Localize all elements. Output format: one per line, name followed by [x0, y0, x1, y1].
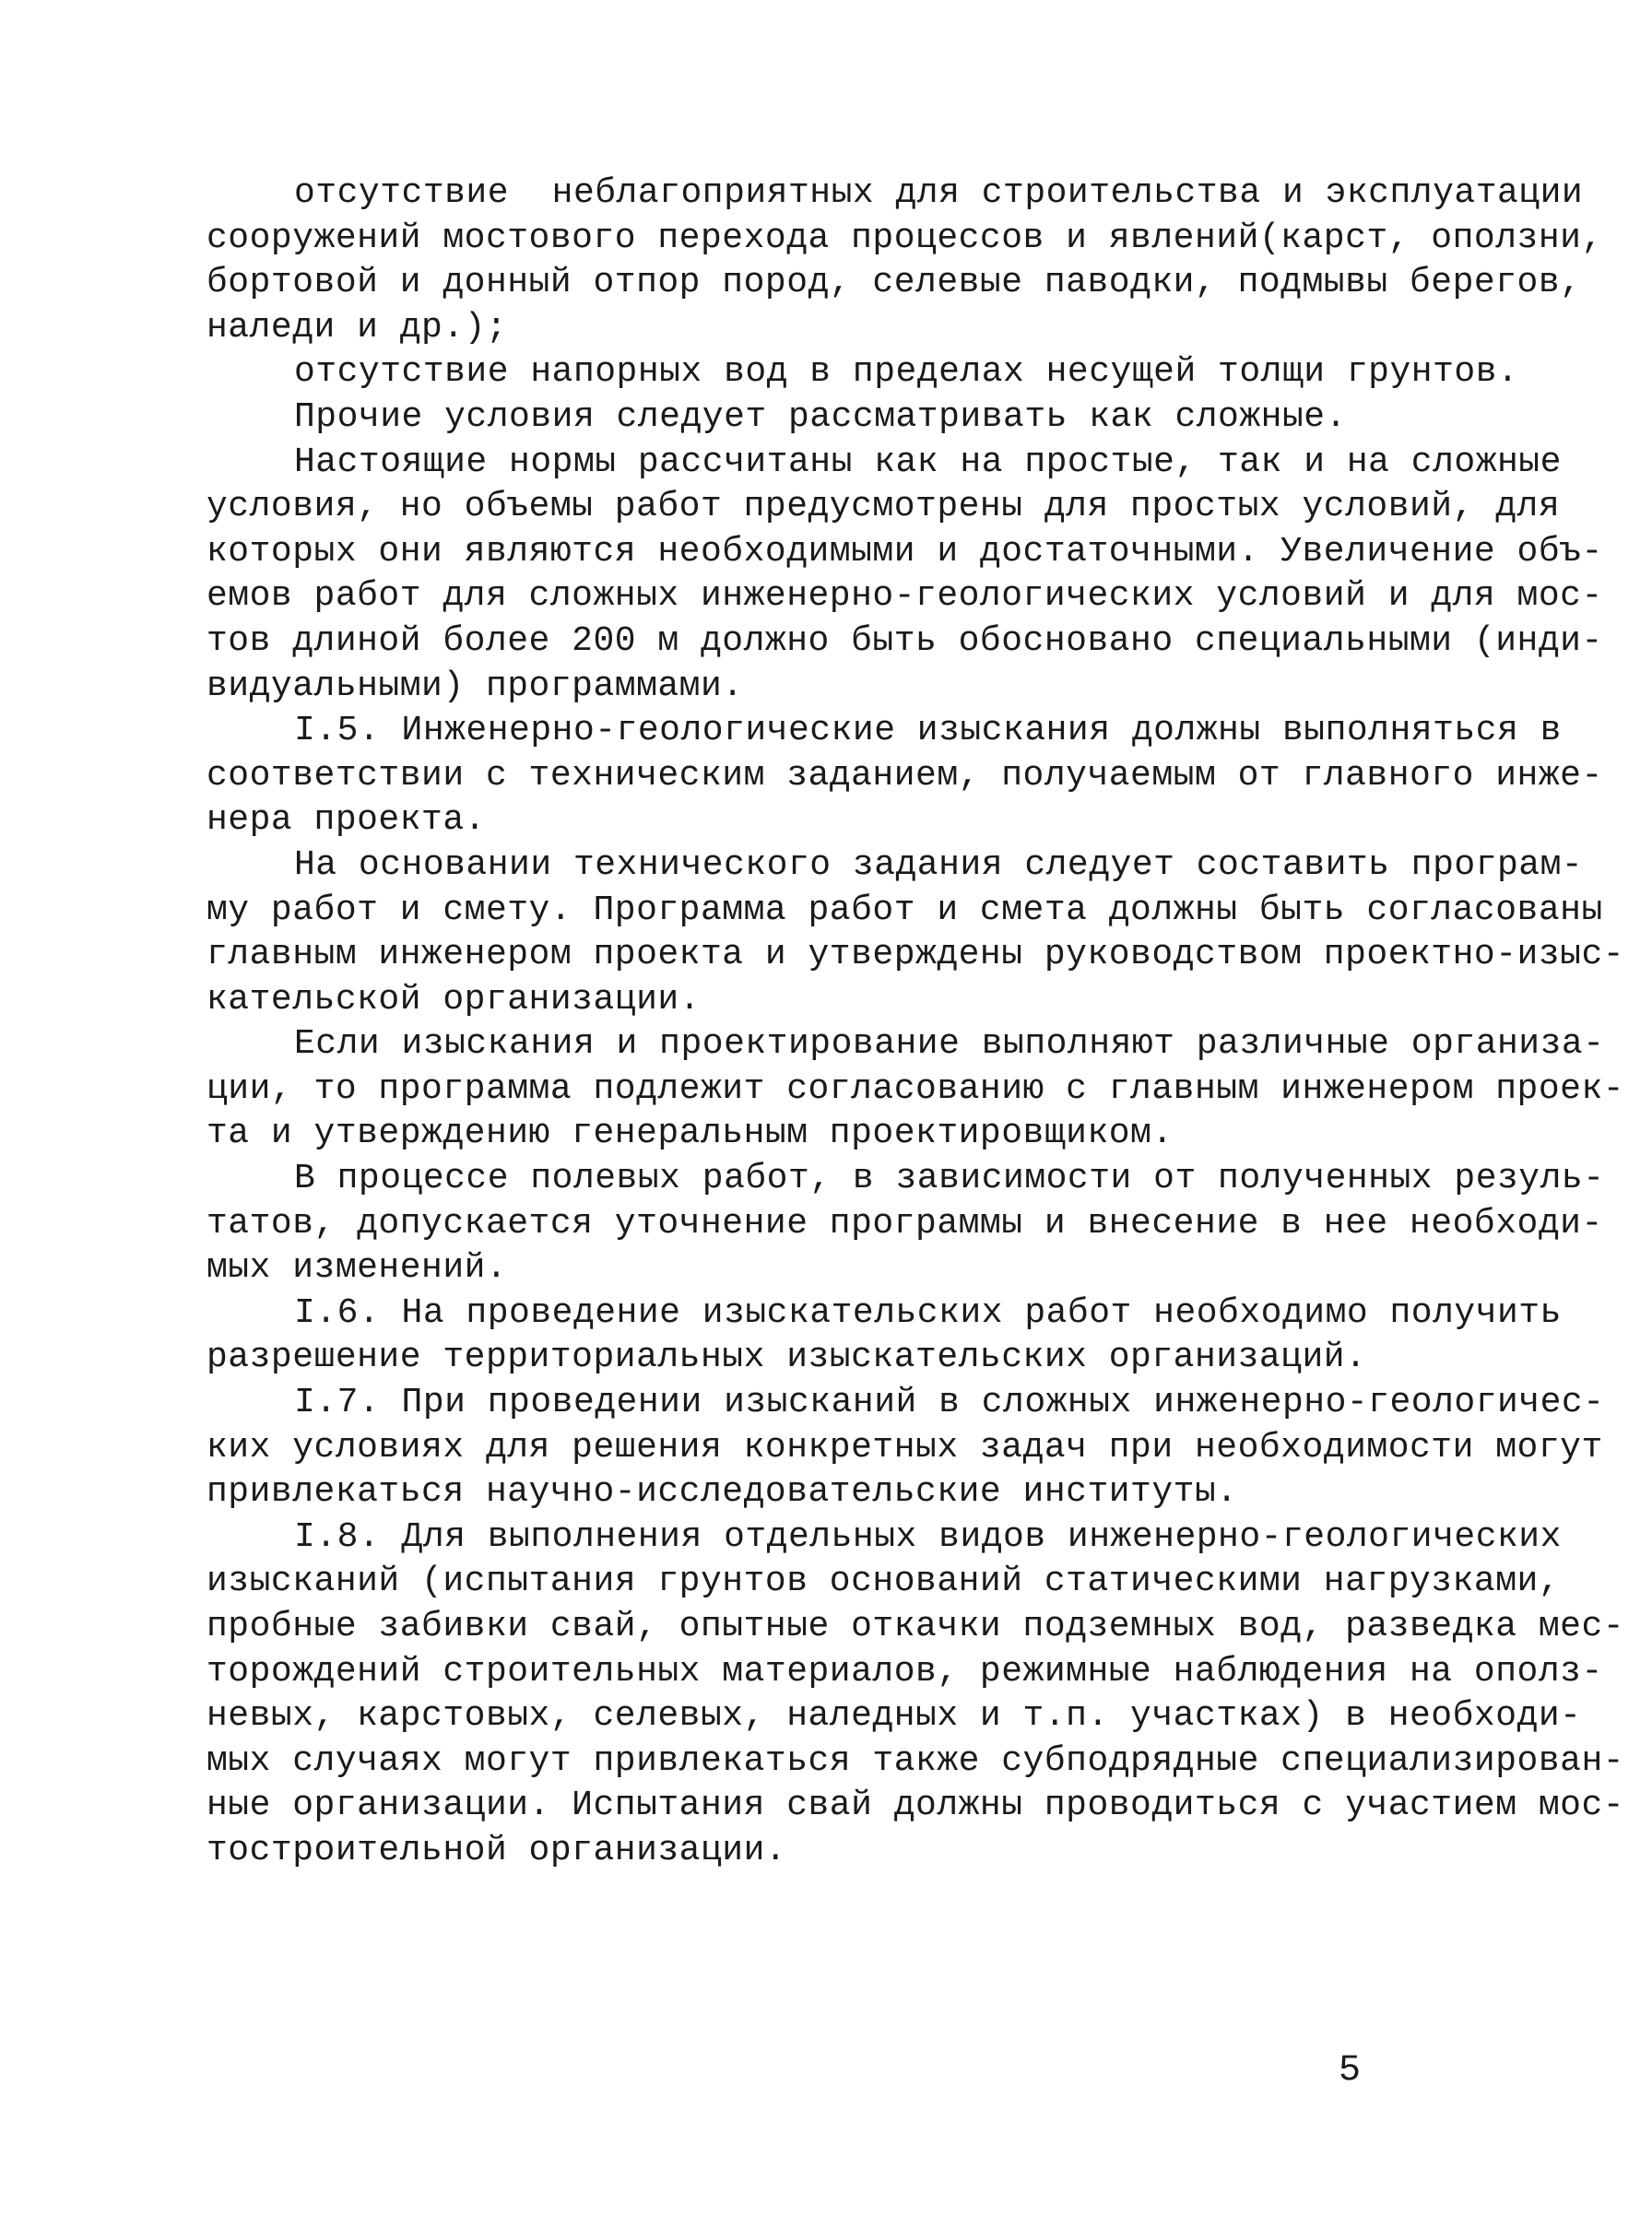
text-line: емов работ для сложных инженерно-геологических условий и для мос- — [206, 576, 1603, 617]
text-line: В процессе полевых работ, в зависимости от полученных резуль- — [294, 1159, 1605, 1199]
text-line: Прочие условия следует рассматривать как сложные. — [294, 396, 1347, 437]
text-line: привлекаться научно-исследовательские институты. — [206, 1472, 1238, 1513]
text-line: которых они являются необходимыми и достаточными. Увеличение объ- — [206, 531, 1603, 572]
text-line: отсутствие неблагоприятных для строительства и эксплуатации — [294, 173, 1584, 213]
text-line: соответствии с техническим заданием, получаемым от главного инже- — [206, 755, 1603, 796]
text-line: му работ и смету. Программа работ и смета должны быть согласованы — [206, 890, 1603, 930]
text-line: изысканий (испытания грунтов оснований статическими нагрузками, — [206, 1562, 1561, 1602]
text-line: видуальными) программами. — [206, 666, 744, 706]
text-line: тостроительной организации. — [206, 1830, 787, 1870]
text-line: татов, допускается уточнение программы и внесение в нее необходи- — [206, 1203, 1603, 1244]
text-line: I.6. На проведение изыскательских работ необходимо получить — [294, 1292, 1562, 1333]
text-line: пробные забивки свай, опытные откачки подземных вод, разведка мес- — [206, 1607, 1625, 1646]
text-line: Если изыскания и проектирование выполняют различные организа- — [294, 1024, 1605, 1065]
text-line: тов длиной более 200 м должно быть обосновано специальными (инди- — [206, 620, 1603, 661]
text-line: ные организации. Испытания свай должны проводиться с участием мос- — [206, 1786, 1625, 1826]
body-text — [206, 171, 1625, 1874]
text-line: Настоящие нормы рассчитаны как на простые, так и на сложные — [294, 442, 1562, 482]
text-line: I.7. При проведении изысканий в сложных инженерно-геологичес- — [294, 1383, 1605, 1423]
text-line: отсутствие напорных вод в пределах несущей толщи грунтов. — [294, 352, 1519, 393]
text-line: условия, но объемы работ предусмотрены для простых условий, для — [206, 487, 1561, 527]
text-line: нера проекта. — [206, 800, 486, 841]
text-line: кательской организации. — [206, 979, 701, 1020]
text-line: наледи и др.); — [206, 307, 508, 348]
text-line: мых случаях могут привлекаться также субподрядные специализирован- — [206, 1740, 1625, 1781]
text-line: та и утверждению генеральным проектировщиком. — [206, 1114, 1174, 1154]
text-line: ких условиях для решения конкретных задач при необходимости могут — [206, 1427, 1603, 1468]
text-line: разрешение территориальных изыскательских организаций. — [206, 1338, 1367, 1378]
text-line: сооружений мостового перехода процессов и явлений(карст, оползни, — [206, 218, 1603, 258]
page-number: 5 — [1339, 2050, 1362, 2092]
text-line: ции, то программа подлежит согласованию с главным инженером проек- — [206, 1068, 1625, 1109]
text-line: бортовой и донный отпор пород, селевые паводки, подмывы берегов, — [206, 263, 1582, 303]
text-line: невых, карстовых, селевых, наледных и т.п. участках) в необходи- — [206, 1696, 1582, 1737]
text-line: мых изменений. — [206, 1248, 508, 1289]
text-line: I.5. Инженерно-геологические изыскания должны выполняться в — [294, 711, 1562, 751]
text-line: На основании технического задания следует составить програм- — [294, 844, 1584, 885]
text-line: I.8. Для выполнения отдельных видов инженерно-геологических — [294, 1516, 1562, 1557]
text-line: главным инженером проекта и утверждены руководством проектно-изыс- — [206, 935, 1625, 975]
text-line: торождений строительных материалов, режимные наблюдения на ополз- — [206, 1651, 1603, 1692]
